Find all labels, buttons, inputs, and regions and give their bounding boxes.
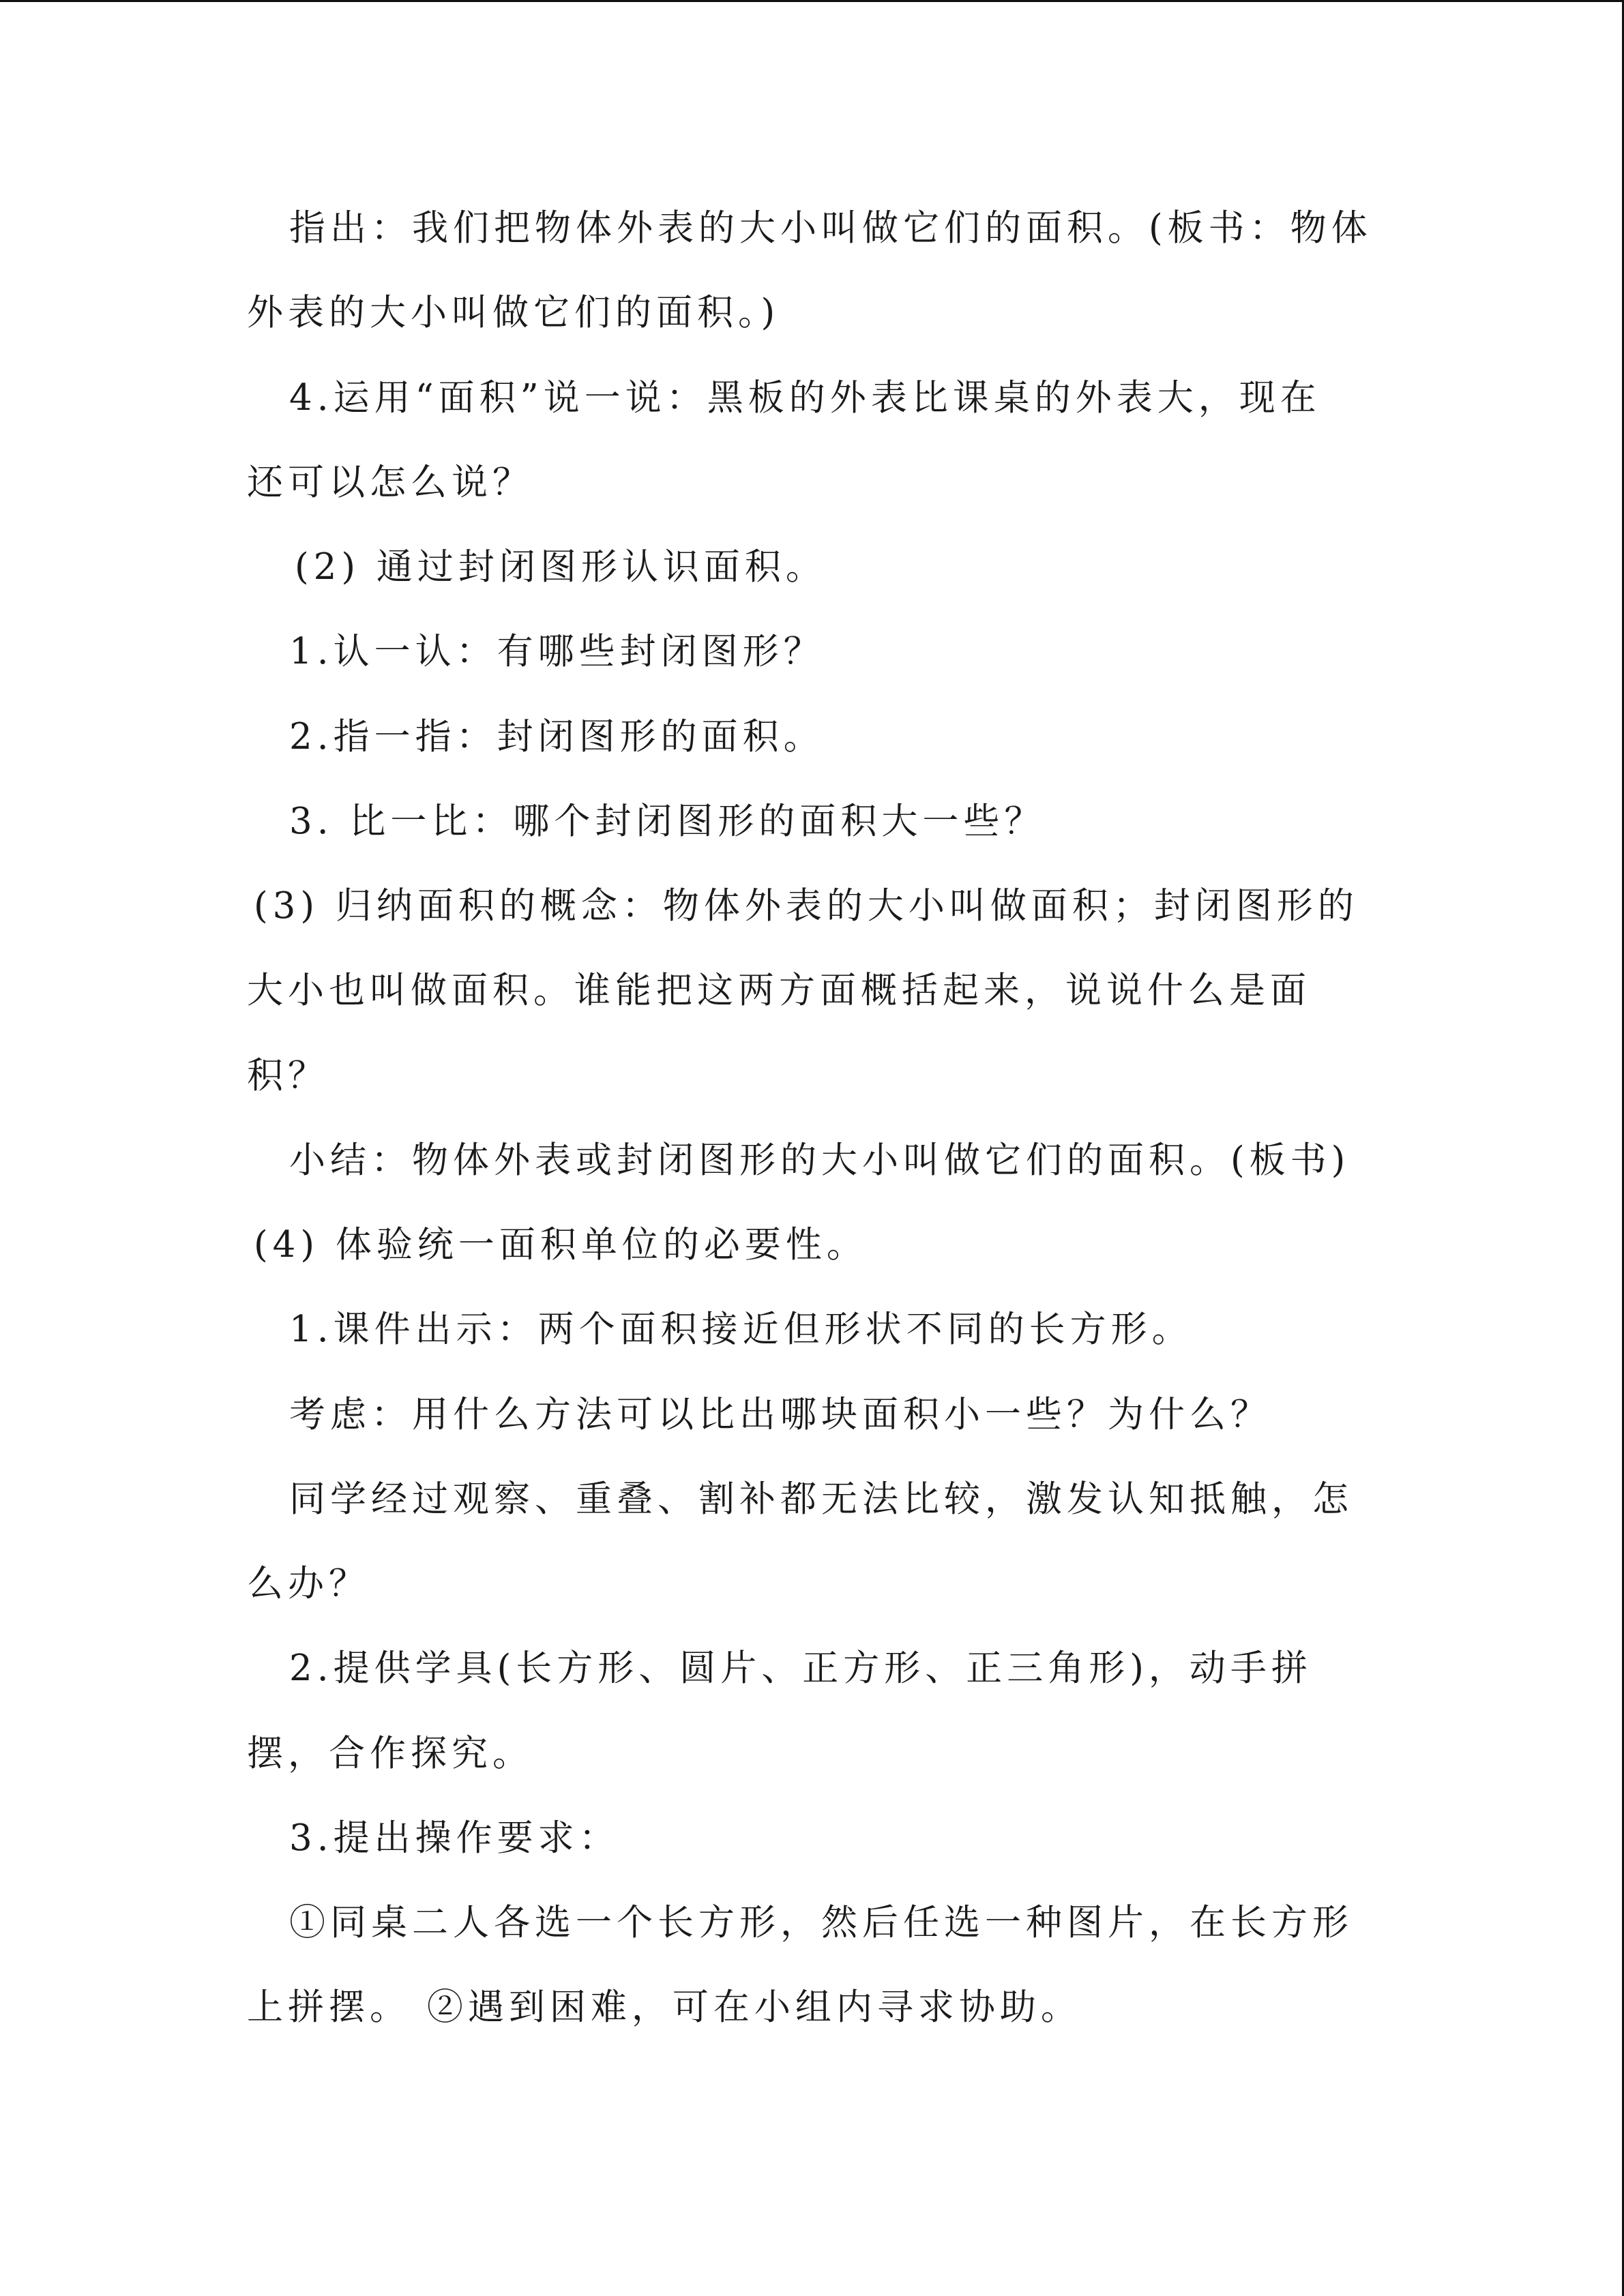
text-line-17: 么办？ — [247, 1563, 370, 1605]
text-line-11: 积？ — [247, 1055, 329, 1097]
text-line-5: (2) 通过封闭图形认识面积。 — [295, 546, 827, 588]
text-line-9: (3) 归纳面积的概念：物体外表的大小叫做面积；封闭图形的 — [254, 885, 1359, 927]
text-line-19: 摆，合作探究。 — [247, 1733, 533, 1774]
text-line-14: 1.课件出示：两个面积接近但形状不同的长方形。 — [289, 1309, 1193, 1350]
text-line-21: ①同桌二人各选一个长方形，然后任选一种图片，在长方形 — [289, 1902, 1353, 1943]
text-line-20: 3.提出操作要求： — [289, 1817, 620, 1859]
text-line-1: 指出：我们把物体外表的大小叫做它们的面积。(板书：物体 — [289, 207, 1372, 249]
text-line-15: 考虑：用什么方法可以比出哪块面积小一些？为什么？ — [289, 1394, 1271, 1435]
text-line-4: 还可以怎么说？ — [247, 462, 533, 503]
text-line-13: (4) 体验统一面积单位的必要性。 — [254, 1224, 868, 1266]
text-line-10: 大小也叫做面积。谁能把这两方面概括起来，说说什么是面 — [247, 970, 1311, 1011]
text-line-7: 2.指一指：封闭图形的面积。 — [289, 716, 825, 758]
text-line-3: 4.运用“面积”说一说：黑板的外表比课桌的外表大，现在 — [289, 377, 1321, 419]
text-line-22: 上拼摆。 ②遇到困难，可在小组内寻求协助。 — [247, 1986, 1082, 2028]
text-line-2: 外表的大小叫做它们的面积。) — [247, 292, 780, 333]
text-line-6: 1.认一认：有哪些封闭图形？ — [289, 631, 825, 672]
text-line-18: 2.提供学具(长方形、圆片、正方形、正三角形)，动手拼 — [289, 1648, 1312, 1689]
page-border-top — [0, 0, 1624, 2]
text-line-16: 同学经过观察、重叠、割补都无法比较，激发认知抵触，怎 — [289, 1478, 1353, 1520]
text-line-12: 小结：物体外表或封闭图形的大小叫做它们的面积。(板书) — [289, 1139, 1350, 1181]
text-line-8: 3. 比一比：哪个封闭图形的面积大一些？ — [289, 801, 1046, 842]
